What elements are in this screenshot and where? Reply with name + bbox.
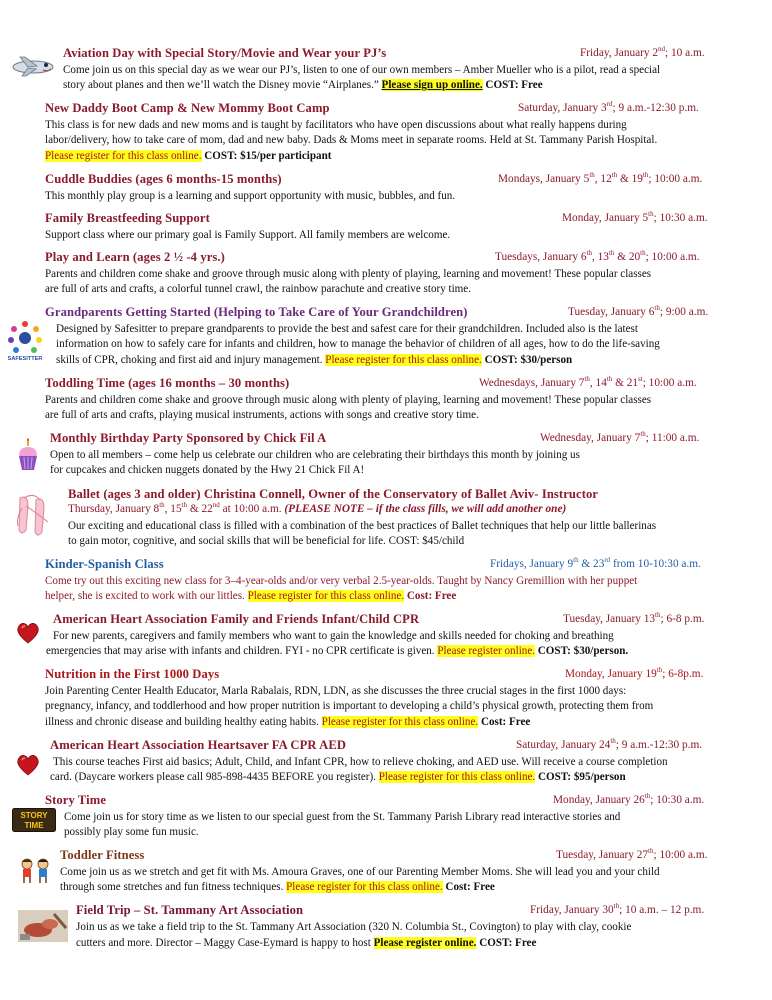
ballet-shoes-icon (14, 492, 54, 540)
story-time-sign (12, 808, 56, 832)
register-online-link[interactable]: Please register for this class online. (286, 881, 443, 893)
event-date: Tuesday, January 13th; 6-8 p.m. (563, 611, 705, 625)
event-date: Monday, January 26th; 10:30 a.m. (553, 792, 705, 806)
event-date: Fridays, January 9th & 23rd from 10-10:30 a.m. (490, 556, 701, 570)
register-online-link[interactable]: Please register online. (373, 937, 477, 949)
event-description-line: to gain motor, cognitive, and social skills that will be beneficial for life. COST: $45/child (68, 535, 465, 547)
event-title: Kinder-Spanish Class (45, 557, 164, 571)
event-title: New Daddy Boot Camp & New Mommy Boot Camp (45, 101, 330, 115)
event-date: Tuesday, January 27th; 10:00 a.m. (556, 847, 708, 861)
event-title: Monthly Birthday Party Sponsored by Chick Fil A (50, 431, 327, 445)
event-description-line: illness and chronic disease and building healthy eating habits. Please register for this class online. Cost: Free (45, 716, 531, 728)
event-title: Play and Learn (ages 2 ½ -4 yrs.) (45, 250, 225, 264)
register-online-link[interactable]: Please register for this class online. (378, 771, 536, 783)
event-description-line: Open to all members – come help us celebrate our children who are celebrating their birthdays this month by joining us (50, 449, 580, 461)
event-title: American Heart Association Heartsaver FA CPR AED (50, 738, 347, 752)
event-date: Friday, January 30th; 10 a.m. – 12 p.m. (530, 902, 705, 916)
event-date: Saturday, January 24th; 9 a.m.-12:30 p.m. (516, 737, 703, 751)
event-description-line: are full of arts and crafts, a colorful tunnel crawl, the rainbow parachute and creative story time. (45, 283, 472, 295)
safesitter-logo (6, 320, 44, 362)
event-description-line: This class is for new dads and new moms and is taught by facilitators who have open discussions about what really happens during (45, 119, 627, 131)
event-description-line: story about planes and then we’ll watch the Disney movie “Airplanes.” Please sign up online. COST: Free (63, 79, 543, 91)
event-description-line: emergencies that may arise with infants and children. FYI - no CPR certificate is given. Please register online. COST: $30/person. (46, 645, 629, 657)
event-date: Wednesday, January 7th; 11:00 a.m. (540, 430, 700, 444)
event-description-line: pregnancy, infancy, and toddlerhood and how proper nutrition is important to developing a child’s physical growth, protecting them from (45, 700, 654, 712)
event-description-line: helper, she is excited to work with our littles. Please register for this class online. Cost: Free (45, 590, 457, 602)
event-description-line: Support class where our primary goal is Family Support. All family members are welcome. (45, 229, 451, 241)
event-title: Toddling Time (ages 16 months – 30 months) (45, 376, 290, 390)
register-online-link[interactable]: Please register for this class online. (247, 590, 405, 602)
event-description-line: card. (Daycare workers please call 985-898-4435 BEFORE you register). Please register for this class online. COST: $95/person (50, 771, 626, 783)
event-description-line: Designed by Safesitter to prepare grandparents to provide the best and safest care for their grandchildren. Included also is the latest (56, 323, 638, 335)
event-title: Nutrition in the First 1000 Days (45, 667, 220, 681)
event-description-line: Come join us as we stretch and get fit with Ms. Amoura Graves, one of our Parenting Member Moms. She will lead you and your child (60, 866, 660, 878)
event-description-line: Come join us for story time as we listen to our special guest from the St. Tammany Parish Library read interactive stories and (64, 811, 621, 823)
clay-photo-icon (18, 910, 68, 942)
event-date: Mondays, January 5th, 12th & 19th; 10:00 a.m. (498, 171, 703, 185)
sign-text-story: STORY (20, 811, 48, 820)
signup-online-link[interactable]: Please sign up online. (381, 79, 483, 91)
safesitter-wordmark: SAFESITTER (7, 356, 43, 362)
event-date: Monday, January 19th; 6-8p.m. (565, 666, 704, 680)
event-description-line: through some stretches and fun fitness techniques. Please register for this class online. Cost: Free (60, 881, 495, 893)
event-title: Grandparents Getting Started (Helping to Take Care of Your Grandchildren) (45, 305, 468, 319)
event-title: Toddler Fitness (60, 848, 145, 862)
kids-icon (18, 858, 52, 884)
event-title: Story Time (45, 793, 107, 807)
register-online-link[interactable]: Please register for this class online. (325, 354, 482, 366)
event-title: Ballet (ages 3 and older) Christina Connell, Owner of the Conservatory of Ballet Aviv- Instructor (68, 487, 599, 501)
register-online-link[interactable]: Please register online. (437, 645, 536, 657)
event-description-line: for cupcakes and chicken nuggets donated by the Hwy 21 Chick Fil A! (50, 464, 365, 476)
event-title: Aviation Day with Special Story/Movie and Wear your PJ’s (63, 46, 387, 60)
event-description-line: Parents and children come shake and groove through music along with plenty of playing, learning and movement! These popular classes (45, 268, 652, 280)
event-description-line: cutters and more. Director – Maggy Case-Eymard is happy to host Please register online. COST: Free (76, 937, 537, 949)
event-date: Tuesday, January 6th; 9:00 a.m. (568, 304, 709, 318)
event-description-line: Join Parenting Center Health Educator, Marla Rabalais, RDN, LDN, as she discusses the three crucial stages in the first 1000 days: (45, 685, 627, 697)
sign-text-time: TIME (24, 821, 44, 830)
event-title: Field Trip – St. Tammany Art Association (76, 903, 304, 917)
event-description-line: Parents and children come shake and groove through music along with plenty of playing, learning and movement! These popular classes (45, 394, 652, 406)
event-subtitle: Thursday, January 8th, 15th & 22nd at 10:00 a.m. (PLEASE NOTE – if the class fills, we will add another one) (68, 501, 567, 515)
event-date: Friday, January 2nd; 10 a.m. (580, 45, 705, 59)
event-title: American Heart Association Family and Friends Infant/Child CPR (53, 612, 420, 626)
event-description-line: possibly play some fun music. (64, 826, 199, 838)
event-description-line: Our exciting and educational class is filled with a combination of the best practices of Ballet techniques that help our little ballerinas (68, 520, 657, 532)
event-description-line: Join us as we take a field trip to the St. Tammany Art Association (320 N. Columbia St., Covington) to play with clay, cookie (76, 921, 632, 933)
event-description-line: skills of CPR, choking and first aid and injury management. Please register for this class online. COST: $30/person (56, 354, 573, 366)
event-description-line: This course teaches First aid basics; Adult, Child, and Infant CPR, how to relieve choking, and AED use. Will receive a course completion (53, 756, 668, 768)
heart-icon (16, 753, 40, 777)
event-date: Tuesdays, January 6th, 13th & 20th; 10:00 a.m. (495, 249, 700, 263)
event-description-line: Come join us on this special day as we wear our PJ’s, listen to one of our own members – Amber Mueller who is a pilot, read a special (63, 64, 661, 76)
event-description-line: For new parents, caregivers and family members who want to gain the knowledge and skills needed for choking and breathing (53, 630, 614, 642)
airplane-icon (10, 54, 56, 78)
event-date: Monday, January 5th; 10:30 a.m. (562, 210, 708, 224)
event-title: Family Breastfeeding Support (45, 211, 210, 225)
event-description-line: This monthly play group is a learning and support opportunity with music, bubbles, and fun. (45, 190, 456, 202)
event-date: Saturday, January 3rd; 9 a.m.-12:30 p.m. (518, 100, 699, 114)
event-description-line: are full of arts and crafts, playing musical instruments, actions with songs and creative story time. (45, 409, 479, 421)
event-description-line: information on how to safely care for infants and children, how to manage the behavior of children of all ages, how to do the life-saving (56, 338, 660, 350)
event-date: Wednesdays, January 7th, 14th & 21st; 10:00 a.m. (479, 375, 697, 389)
register-online-link[interactable]: Please register for this class online. (321, 716, 479, 728)
heart-icon (16, 621, 40, 645)
register-online-link[interactable]: Please register for this class online. (45, 150, 202, 162)
cupcake-icon (16, 438, 40, 472)
event-title: Cuddle Buddies (ages 6 months-15 months) (45, 172, 282, 186)
event-description-line: Please register for this class online. COST: $15/per participant (45, 150, 332, 162)
event-description-line: labor/delivery, how to take care of mom, dad and new baby. Dads & Moms meet in separate rooms. Held at St. Tammany Parish Hospital. (45, 134, 658, 146)
event-description-line: Come try out this exciting new class for 3–4-year-olds and/or very verbal 2.5-year-olds. Taught by Nancy Gremillion with her puppet (45, 575, 638, 587)
